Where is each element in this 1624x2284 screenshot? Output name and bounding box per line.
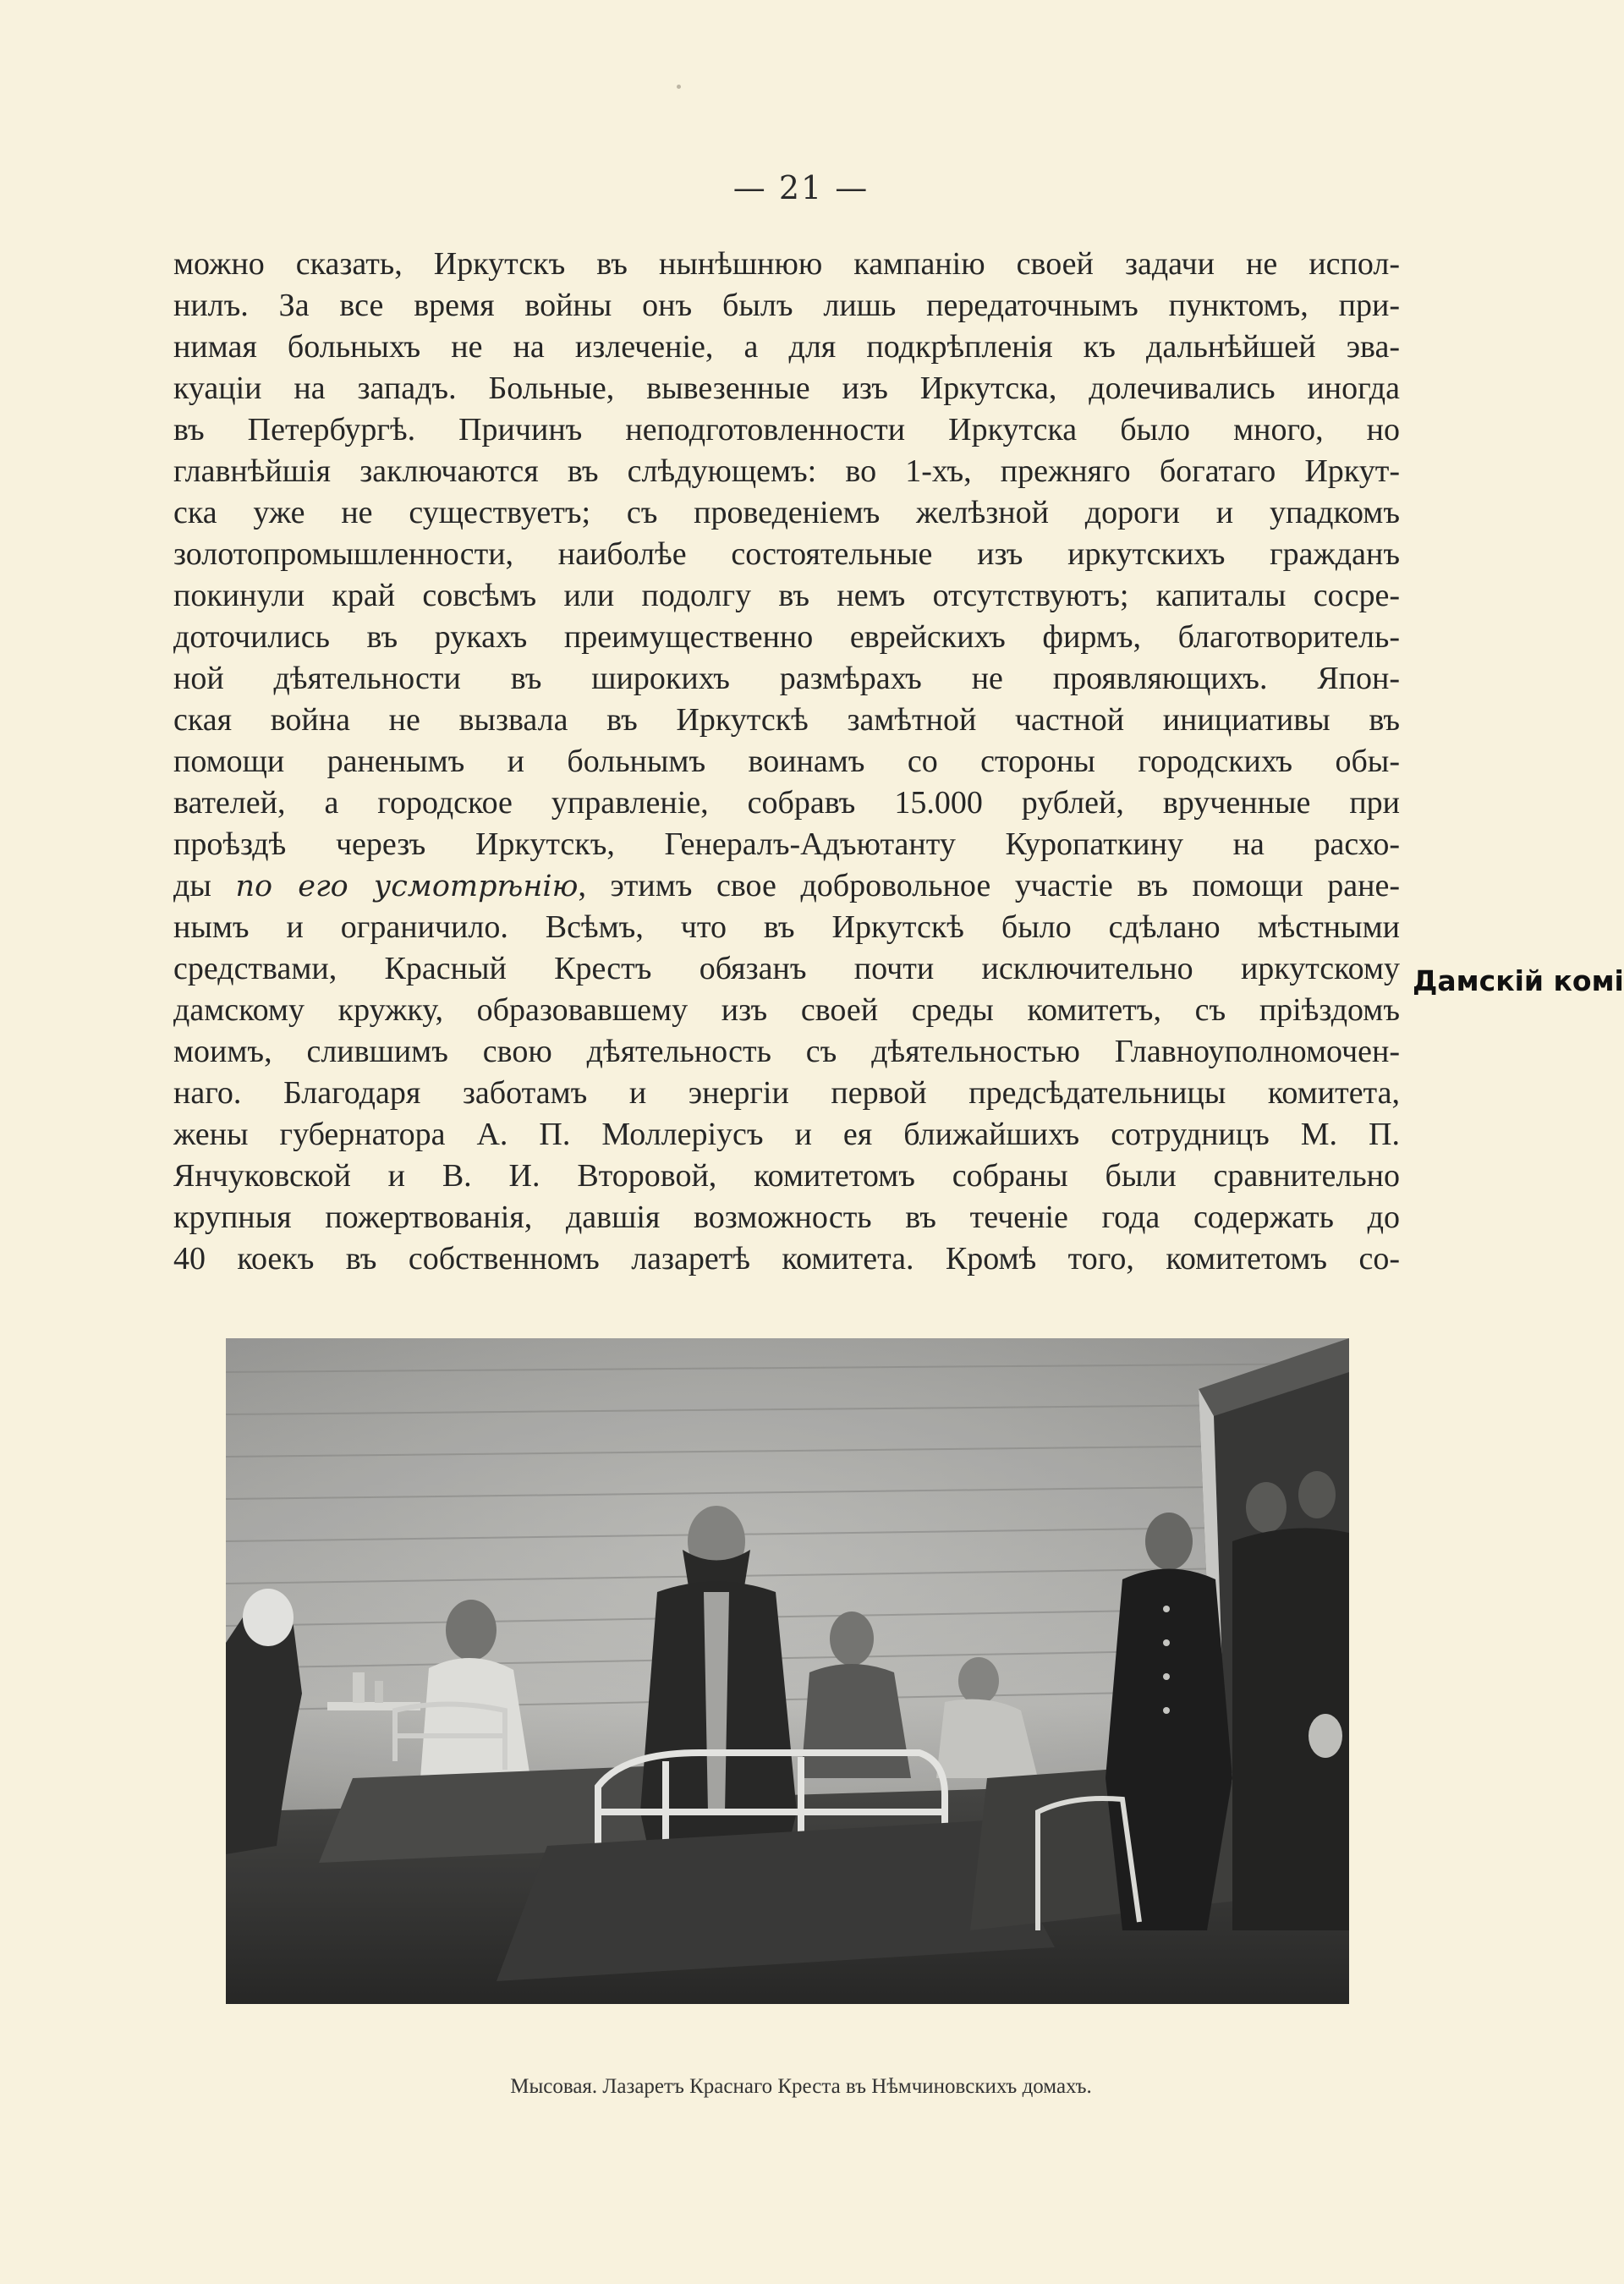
text-line: нилъ. За все время войны онъ былъ лишь передаточнымъ пунктомъ, при- (173, 288, 1400, 323)
text-line: доточились въ рукахъ преимущественно еврейскихъ фирмъ, благотворитель- (173, 619, 1400, 655)
text-line: нимая больныхъ не на излеченіе, а для подкрѣпленія къ дальнѣйшей эва- (173, 329, 1400, 365)
text-line: главнѣйшія заключаются въ слѣдующемъ: во 1-хъ, прежняго богатаго Иркут- (173, 453, 1400, 489)
page-number: — 21 — (732, 169, 870, 206)
text-line: помощи раненымъ и больнымъ воинамъ со стороны городскихъ обы- (173, 744, 1400, 779)
text-line: ной дѣятельности въ широкихъ размѣрахъ не проявляющихъ. Япон- (173, 661, 1400, 696)
text-line: жены губернатора А. П. Моллеріусъ и ея ближайшихъ сотрудницъ М. П. (173, 1117, 1400, 1152)
paper-speck (677, 85, 681, 89)
italic-phrase: по его усмотрѣнію (235, 870, 579, 903)
text-line-with-italic (173, 865, 1400, 907)
text-line: можно сказать, Иркутскъ въ нынѣшнюю кампанію своей задачи не испол- (173, 246, 1400, 282)
text-line: наго. Благодаря заботамъ и энергіи первой предсѣдательницы комитета, (173, 1075, 1400, 1111)
text-line: средствами, Красный Крестъ обязанъ почти исключительно иркутскому (173, 951, 1400, 986)
text-line: золотопромышленности, наиболѣе состоятельные изъ иркутскихъ гражданъ (173, 536, 1400, 572)
text-line: ская война не вызвала въ Иркутскѣ замѣтной частной инициативы въ (173, 702, 1400, 738)
text-line: покинули край совсѣмъ или подолгу въ немъ отсутствуютъ; капиталы сосре- (173, 578, 1400, 613)
text-line: крупныя пожертвованія, давшія возможность въ теченіе года содержать до (173, 1200, 1400, 1235)
text-line: Янчуковской и В. И. Второвой, комитетомъ собраны были сравнительно (173, 1158, 1400, 1194)
text-line: куаціи на западъ. Больные, вывезенные изъ Иркутска, долечивались иногда (173, 371, 1400, 406)
text-line: нымъ и ограничило. Всѣмъ, что въ Иркутскѣ было сдѣлано мѣстными (173, 909, 1400, 945)
text-line: моимъ, слившимъ свою дѣятельность съ дѣятельностью Главноуполномочен- (173, 1034, 1400, 1069)
text-line: проѣздѣ черезъ Иркутскъ, Генералъ-Адъютанту Куропаткину на расхо- (173, 826, 1400, 862)
photo-caption: Мысовая. Лазаретъ Краснаго Креста въ Нѣмчиновскихъ домахъ. (510, 2075, 1092, 2098)
text-fragment: , этимъ свое добровольное участіе въ помощи ране- (578, 868, 1400, 903)
hospital-ward-photo (226, 1338, 1349, 2004)
margin-note: Дамскій комі (1413, 964, 1624, 997)
body-text (173, 244, 1400, 1280)
text-line: ска уже не существуетъ; съ проведеніемъ желѣзной дороги и упадкомъ (173, 495, 1400, 530)
text-line: дамскому кружку, образовавшему изъ своей среды комитетъ, съ пріѣздомъ (173, 992, 1400, 1028)
text-line: 40 коекъ въ собственномъ лазаретѣ комитета. Кромѣ того, комитетомъ со- (173, 1241, 1400, 1277)
text-line: вателей, а городское управленіе, собравъ 15.000 рублей, врученные при (173, 785, 1400, 821)
text-line: въ Петербургѣ. Причинъ неподготовленности Иркутска было много, но (173, 412, 1400, 447)
text-fragment: ды (173, 868, 236, 903)
